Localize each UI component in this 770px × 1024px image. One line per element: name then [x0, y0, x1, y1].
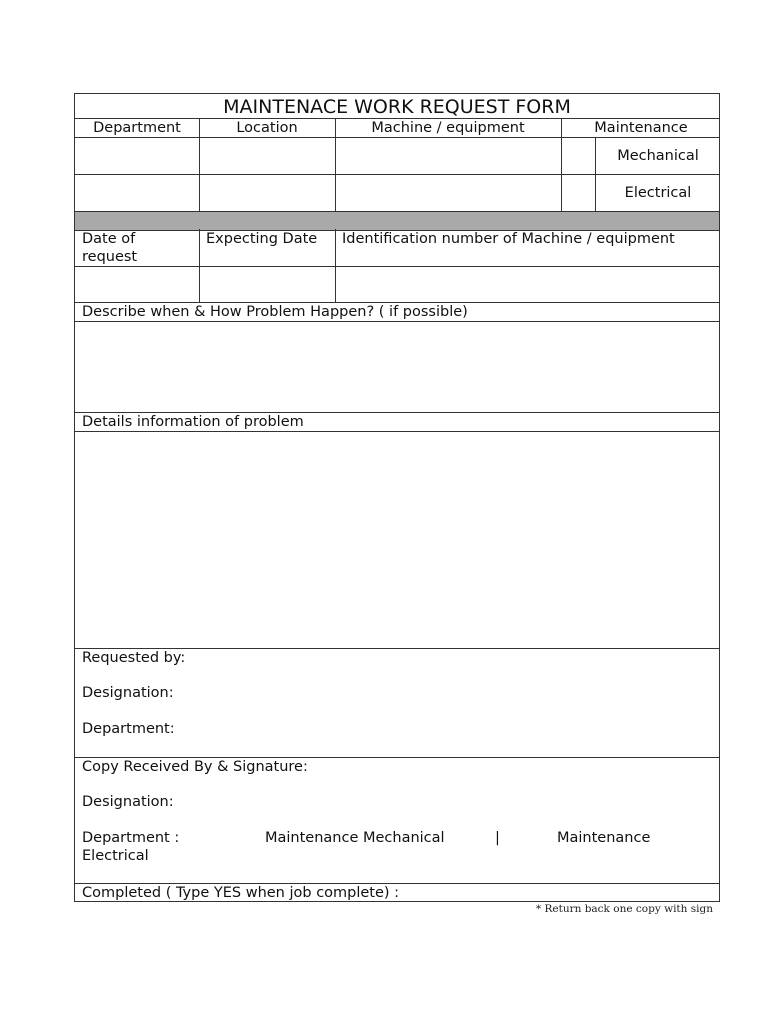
header-machine-equipment: Machine / equipment	[371, 120, 525, 136]
department-input-1[interactable]	[75, 138, 199, 174]
header-date-of-request: Date of request	[82, 231, 138, 265]
option-separator: |	[495, 830, 500, 846]
requested-designation-label: Designation:	[82, 685, 174, 701]
copy-department-label: Department :	[82, 830, 180, 846]
location-input-1[interactable]	[199, 138, 335, 174]
requested-by-label: Requested by:	[82, 650, 186, 666]
maintenance-mechanical-option: Maintenance Mechanical	[265, 830, 445, 846]
details-problem-input[interactable]	[75, 432, 719, 648]
maintenance-electrical-label: Electrical	[624, 185, 692, 201]
describe-problem-label: Describe when & How Problem Happen? ( if possible)	[82, 304, 468, 320]
header-expecting-date: Expecting Date	[206, 231, 318, 247]
copy-designation-label: Designation:	[82, 794, 174, 810]
machine-input-2[interactable]	[335, 175, 561, 210]
identification-number-input[interactable]	[335, 267, 721, 302]
machine-input-1[interactable]	[335, 138, 561, 174]
form-title: MAINTENACE WORK REQUEST FORM	[223, 96, 571, 118]
header-maintenance: Maintenance	[594, 120, 688, 136]
electrical-option: Electrical	[82, 848, 149, 864]
expecting-date-input[interactable]	[199, 267, 335, 302]
maintenance-mechanical-label: Mechanical	[617, 148, 699, 164]
describe-problem-input[interactable]	[75, 322, 719, 412]
electrical-checkbox[interactable]	[561, 175, 595, 210]
section-divider-band	[75, 211, 719, 231]
department-input-2[interactable]	[75, 175, 199, 210]
details-problem-label: Details information of problem	[82, 414, 304, 430]
completed-label: Completed ( Type YES when job complete) :	[82, 885, 400, 901]
requested-department-label: Department:	[82, 721, 175, 737]
date-of-request-input[interactable]	[75, 267, 199, 302]
return-copy-footnote: * Return back one copy with sign	[535, 903, 713, 915]
mechanical-checkbox[interactable]	[561, 138, 595, 174]
header-identification-number: Identification number of Machine / equipment	[342, 231, 675, 247]
copy-received-label: Copy Received By & Signature:	[82, 759, 308, 775]
header-department: Department	[93, 120, 181, 136]
header-location: Location	[236, 120, 298, 136]
maintenance-request-form	[74, 93, 720, 902]
location-input-2[interactable]	[199, 175, 335, 210]
maintenance-option: Maintenance	[557, 830, 651, 846]
